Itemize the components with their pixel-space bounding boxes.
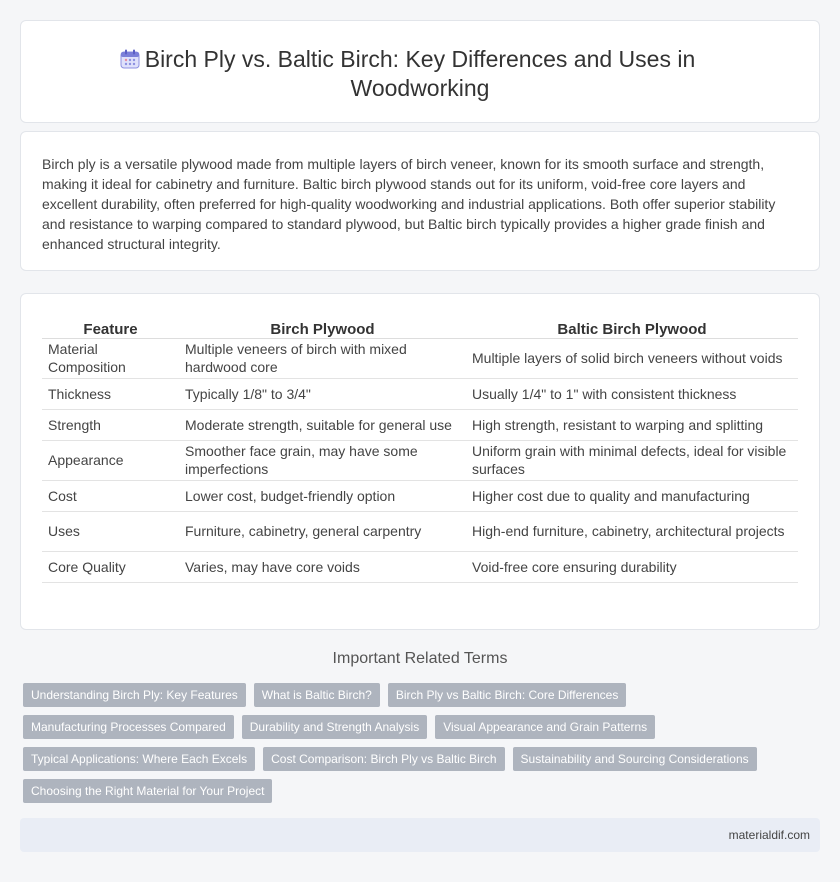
- table-row: [42, 440, 798, 480]
- table-row: [42, 480, 798, 511]
- intro-card: [20, 131, 820, 271]
- table-cell: Furniture, cabinetry, general carpentry: [179, 511, 466, 551]
- title-card: [20, 20, 820, 123]
- table-cell: Lower cost, budget-friendly option: [179, 480, 466, 511]
- table-cell: Core Quality: [42, 551, 179, 582]
- comparison-table: [42, 315, 798, 583]
- footer: [20, 818, 820, 852]
- related-term-tag[interactable]: What is Baltic Birch?: [254, 683, 380, 707]
- table-cell: Void-free core ensuring durability: [466, 551, 798, 582]
- table-cell: Moderate strength, suitable for general use: [179, 409, 466, 440]
- table-row: [42, 338, 798, 378]
- table-cell: Usually 1/4" to 1" with consistent thickness: [466, 378, 798, 409]
- column-header: Feature: [42, 315, 179, 338]
- column-header: Birch Plywood: [179, 315, 466, 338]
- table-cell: Multiple veneers of birch with mixed hardwood core: [179, 338, 466, 378]
- table-cell: Uniform grain with minimal defects, ideal for visible surfaces: [466, 440, 798, 480]
- table-cell: Multiple layers of solid birch veneers without voids: [466, 338, 798, 378]
- table-cell: Typically 1/8" to 3/4": [179, 378, 466, 409]
- table-header-row: [42, 315, 798, 338]
- table-cell: Thickness: [42, 378, 179, 409]
- comparison-card: [20, 293, 820, 630]
- table-row: [42, 551, 798, 582]
- table-cell: Higher cost due to quality and manufacturing: [466, 480, 798, 511]
- page-title: Birch Ply vs. Baltic Birch: Key Differences and Uses in Woodworking: [144, 46, 696, 101]
- table-cell: Smoother face grain, may have some imperfections: [179, 440, 466, 480]
- intro-paragraph: Birch ply is a versatile plywood made from multiple layers of birch veneer, known for its smooth surface and strength, making it ideal for cabinetry and furniture. Baltic birch plywood stands out for its uniform, void-free core layers and excellent durability, often preferred for high-quality woodworking and industrial applications. Both offer superior stability and resistance to warping compared to standard plywood, but Baltic birch typically provides a higher grade finish and enhanced structural integrity.: [42, 156, 776, 252]
- table-cell: Appearance: [42, 440, 179, 480]
- related-term-tag[interactable]: Birch Ply vs Baltic Birch: Core Differences: [388, 683, 627, 707]
- table-cell: Strength: [42, 409, 179, 440]
- table-row: [42, 511, 798, 551]
- footer-site-link[interactable]: materialdif.com: [728, 828, 810, 842]
- table-cell: Material Composition: [42, 338, 179, 378]
- related-term-tag[interactable]: Durability and Strength Analysis: [242, 715, 427, 739]
- related-terms-list: [23, 683, 783, 811]
- related-term-tag[interactable]: Choosing the Right Material for Your Project: [23, 779, 272, 803]
- related-terms-title: Important Related Terms: [332, 650, 508, 667]
- table-cell: High-end furniture, cabinetry, architectural projects: [466, 511, 798, 551]
- related-term-tag[interactable]: Cost Comparison: Birch Ply vs Baltic Birch: [263, 747, 504, 771]
- table-cell: Uses: [42, 511, 179, 551]
- table-row: [42, 409, 798, 440]
- table-cell: Varies, may have core voids: [179, 551, 466, 582]
- related-term-tag[interactable]: Visual Appearance and Grain Patterns: [435, 715, 655, 739]
- table-row: [42, 378, 798, 409]
- table-cell: Cost: [42, 480, 179, 511]
- column-header: Baltic Birch Plywood: [466, 315, 798, 338]
- related-term-tag[interactable]: Manufacturing Processes Compared: [23, 715, 234, 739]
- related-term-tag[interactable]: Typical Applications: Where Each Excels: [23, 747, 255, 771]
- related-term-tag[interactable]: Sustainability and Sourcing Considerations: [513, 747, 757, 771]
- table-cell: High strength, resistant to warping and splitting: [466, 409, 798, 440]
- related-term-tag[interactable]: Understanding Birch Ply: Key Features: [23, 683, 246, 707]
